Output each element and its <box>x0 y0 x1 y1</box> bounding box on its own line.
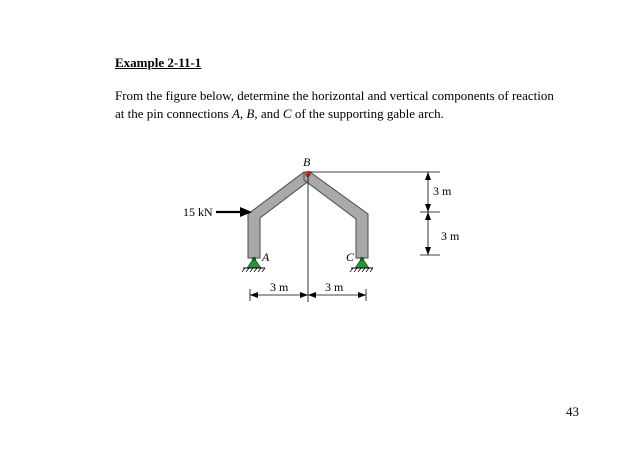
dim-arrow-left-icon <box>250 292 258 298</box>
dim-lower-height: 3 m <box>441 229 460 243</box>
dim-right-span: 3 m <box>325 280 344 294</box>
right-frame-member <box>304 172 368 258</box>
dim-arrow-upper-top-icon <box>425 172 431 180</box>
example-title: Example 2-11-1 <box>115 55 202 70</box>
left-frame-member <box>248 172 310 258</box>
dim-arrow-mid-left-icon <box>300 292 308 298</box>
label-c: C <box>346 250 355 264</box>
statement-sep-2: , and <box>254 106 283 121</box>
page-number: 43 <box>566 404 579 419</box>
statement-point-a: A <box>231 106 240 121</box>
dim-arrow-right-icon <box>358 292 366 298</box>
dim-left-span: 3 m <box>270 280 289 294</box>
dim-arrow-upper-bottom-icon <box>425 204 431 212</box>
statement-point-b: B <box>246 106 255 121</box>
statement-text-2: of the supporting gable arch. <box>291 106 444 121</box>
label-b: B <box>303 155 311 169</box>
dim-arrow-mid-right-icon <box>308 292 316 298</box>
label-a: A <box>262 250 270 264</box>
dim-arrow-lower-bottom-icon <box>425 247 431 255</box>
load-label: 15 kN <box>183 205 213 219</box>
statement-sep-1: , <box>239 106 247 121</box>
statement-text-1: From the figure below, determine the horizontal and vertical components of reaction at the pin connections <box>115 88 554 121</box>
statement-point-c: C <box>282 106 292 121</box>
dim-upper-height: 3 m <box>433 184 452 198</box>
dim-arrow-lower-top-icon <box>425 212 431 220</box>
